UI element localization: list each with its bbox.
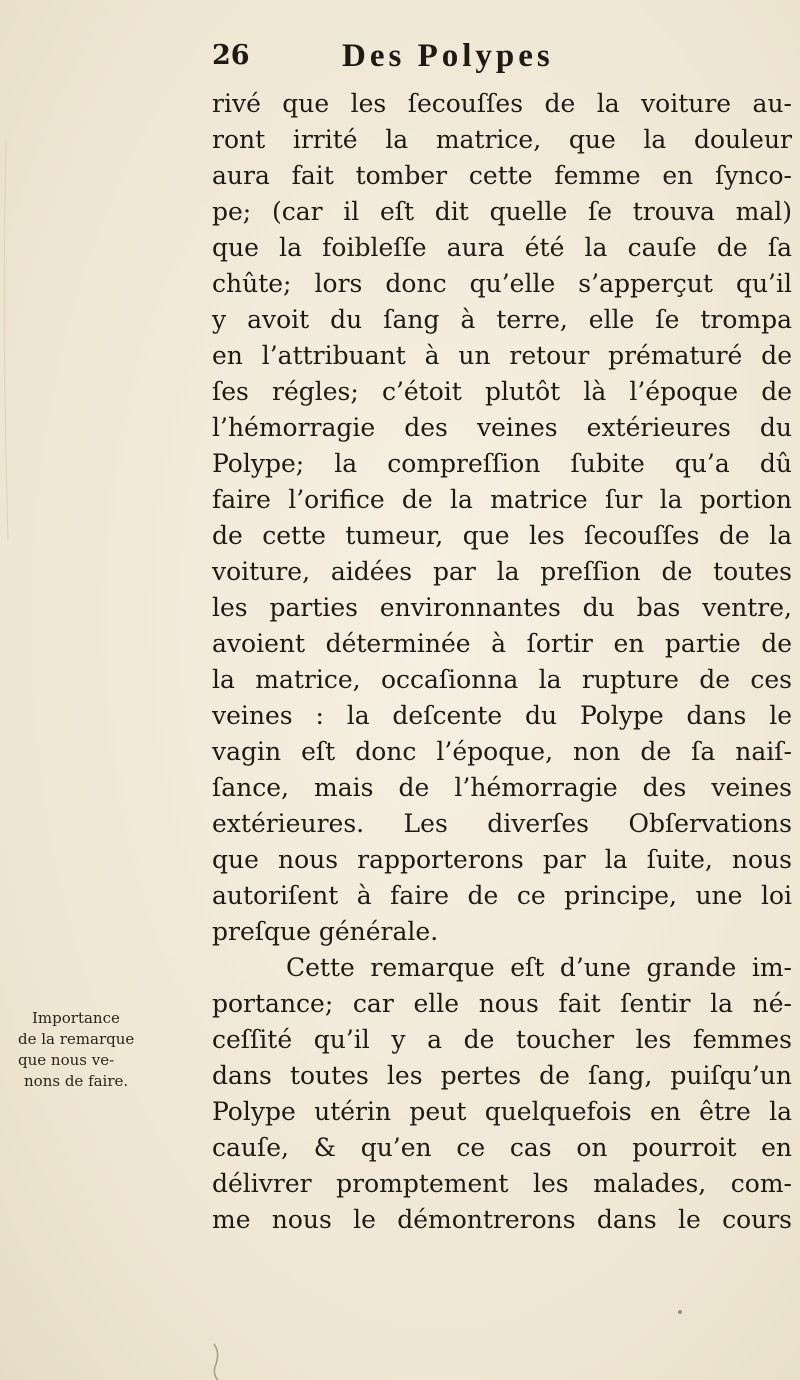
text-line: cauſe, & qu’en ce cas on pourroit en	[212, 1133, 792, 1162]
text-line: ſes régles; c’étoit plutôt là l’époque de	[212, 377, 792, 406]
text-line: dans toutes les pertes de ſang, puiſqu’un	[212, 1061, 792, 1090]
text-line: faire l’orifice de la matrice ſur la portion	[212, 485, 792, 514]
text-line: chûte; lors donc qu’elle s’apperçut qu’il	[212, 269, 792, 298]
text-line: en l’attribuant à un retour prématuré de	[212, 341, 792, 370]
text-line: autoriſent à faire de ce principe, une loi	[212, 881, 792, 910]
text-line: portance; car elle nous fait ſentir la né-	[212, 989, 792, 1018]
text-line: rivé que les ſecouſſes de la voiture au-	[212, 89, 792, 118]
text-line: avoient déterminée à ſortir en partie de	[212, 629, 792, 658]
page-edge-mark	[4, 140, 8, 540]
text-line: ront irrité la matrice, que la douleur	[212, 125, 792, 154]
text-line: la matrice, occaſionna la rupture de ces	[212, 665, 792, 694]
running-title: Des Polypes	[342, 38, 554, 74]
page-number: 26	[212, 40, 250, 71]
text-line: pe; (car il eſt dit quelle ſe trouva mal)	[212, 197, 792, 226]
text-line: ceſſité qu’il y a de toucher les femmes	[212, 1025, 792, 1054]
text-line: ſance, mais de l’hémorragie des veines	[212, 773, 792, 802]
margin-note-line: Importance	[32, 1009, 120, 1027]
text-line: vagin eſt donc l’époque, non de ſa naiſ-	[212, 737, 792, 766]
text-line: y avoit du ſang à terre, elle ſe trompa	[212, 305, 792, 334]
text-line: l’hémorragie des veines extérieures du	[212, 413, 792, 442]
text-line: que nous rapporterons par la ſuite, nous	[212, 845, 792, 874]
text-line: Cette remarque eſt d’une grande im-	[286, 953, 792, 982]
text-line: les parties environnantes du bas ventre,	[212, 593, 792, 622]
text-line: Polype utérin peut quelquefois en être la	[212, 1097, 792, 1126]
text-line: aura fait tomber cette femme en ſynco-	[212, 161, 792, 190]
text-line: que la foibleſſe aura été la cauſe de ſa	[212, 233, 792, 262]
text-line: me nous le démontrerons dans le cours	[212, 1205, 792, 1234]
margin-note-line: nons de faire.	[24, 1072, 129, 1090]
text-line: preſque générale.	[212, 917, 439, 946]
page-edge-mark	[214, 1344, 218, 1380]
margin-note-line: que nous ve-	[18, 1051, 115, 1069]
text-line: voiture, aidées par la preſſion de toutes	[212, 557, 792, 586]
text-line: veines : la deſcente du Polype dans le	[212, 701, 792, 730]
text-line: de cette tumeur, que les ſecouſſes de la	[212, 521, 792, 550]
ink-speck	[678, 1310, 682, 1314]
margin-note-line: de la remarque	[18, 1030, 135, 1048]
text-line: délivrer promptement les malades, com-	[212, 1169, 792, 1198]
text-line: Polype; la compreſſion ſubite qu’a dû	[212, 449, 792, 478]
text-line: extérieures. Les diverſes Obſervations	[212, 809, 792, 838]
